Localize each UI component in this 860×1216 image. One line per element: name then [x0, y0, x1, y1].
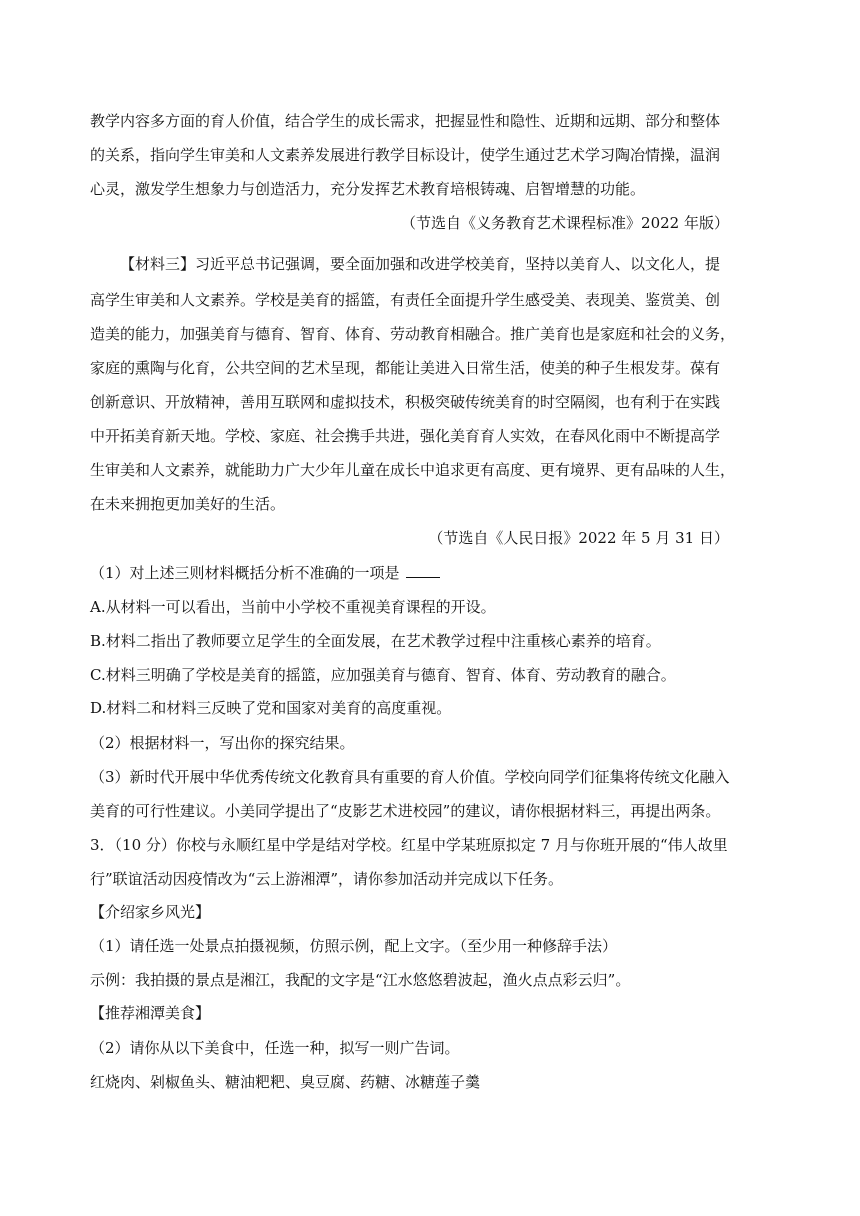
q3-line-1: （3）新时代开展中华优秀传统文化教育具有重要的育人价值。学校向同学们征集将传统文化融入: [90, 768, 730, 786]
section3-line-1: 3．（10 分）你校与永顺红星中学是结对学校。红星中学某班原拟定 7 月与你班开展的“伟人故里: [90, 836, 728, 854]
task2-title: 【推荐湘潭美食】: [90, 1004, 211, 1022]
task1-question: （1）请任选一处景点拍摄视频，仿照示例，配上文字。（至少用一种修辞手法）: [90, 937, 618, 955]
q1-option-b: B.材料二指出了教师要立足学生的全面发展，在艺术教学过程中注重核心素养的培育。: [90, 632, 661, 650]
material2-line-1: 教学内容多方面的育人价值，结合学生的成长需求，把握显性和隐性、近期和远期、部分和整体: [90, 112, 721, 130]
q1-stem-text: （1）对上述三则材料概括分析不准确的一项是: [90, 564, 400, 582]
task1-title: 【介绍家乡风光】: [90, 903, 211, 921]
material2-line-2: 的关系，指向学生审美和人文素养发展进行教学目标设计，使学生通过艺术学习陶冶情操，温润: [90, 146, 721, 164]
material2-line-3: 心灵，激发学生想象力与创造活力，充分发挥艺术教育培根铸魂、启智增慧的功能。: [90, 180, 646, 198]
material2-source: （节选自《义务教育艺术课程标准》2022 年版）: [401, 214, 729, 232]
q1-stem: [90, 563, 770, 583]
material3-line-2: 高学生审美和人文素养。学校是美育的摇篮，有责任全面提升学生感受美、表现美、鉴赏美、创: [90, 291, 721, 309]
material3-line-6: 中开拓美育新天地。学校、家庭、社会携手共进，强化美育育人实效，在春风化雨中不断提高学: [90, 427, 721, 445]
q3-line-2: 美育的可行性建议。小美同学提出了“皮影艺术进校园”的建议，请你根据材料三，再提出两条。: [90, 802, 721, 820]
task2-question: （2）请你从以下美食中，任选一种，拟写一则广告词。: [90, 1039, 460, 1057]
q1-option-c: C.材料三明确了学校是美育的摇篮，应加强美育与德育、智育、体育、劳动教育的融合。: [90, 666, 676, 684]
material3-line-8: 在未来拥抱更加美好的生活。: [90, 495, 286, 513]
q1-option-d: D.材料二和材料三反映了党和国家对美育的高度重视。: [90, 699, 452, 717]
q2-text: （2）根据材料一，写出你的探究结果。: [90, 734, 355, 752]
q1-option-a: A.从材料一可以看出，当前中小学校不重视美育课程的开设。: [90, 598, 496, 616]
material3-line-4: 家庭的熏陶与化育，公共空间的艺术呈现，都能让美进入日常生活，使美的种子生根发芽。葆有: [90, 359, 721, 377]
section3-line-2: 行”联谊活动因疫情改为“云上游湘潭”，请你参加活动并完成以下任务。: [90, 870, 564, 888]
material3-line-7: 生审美和人文素养，就能助力广大少年儿童在成长中追求更有高度、更有境界、更有品味的人生，: [90, 461, 736, 479]
answer-blank[interactable]: [406, 563, 440, 578]
material3-line-3: 造美的能力，加强美育与德育、智育、体育、劳动教育相融合。推广美育也是家庭和社会的义务，: [90, 325, 736, 343]
task1-example: 示例：我拍摄的景点是湘江，我配的文字是“江水悠悠碧波起，渔火点点彩云归”。: [90, 971, 631, 989]
task2-foods: 红烧肉、剁椒鱼头、糖油粑粑、臭豆腐、药糖、冰糖莲子羹: [90, 1073, 481, 1091]
material3-source: （节选自《人民日报》2022 年 5 月 31 日）: [428, 529, 729, 547]
material3-line-1: 【材料三】习近平总书记强调，要全面加强和改进学校美育，坚持以美育人、以文化人，提: [120, 255, 721, 273]
material3-line-5: 创新意识、开放精神，善用互联网和虚拟技术，积极突破传统美育的时空隔阂，也有利于在实践: [90, 393, 721, 411]
